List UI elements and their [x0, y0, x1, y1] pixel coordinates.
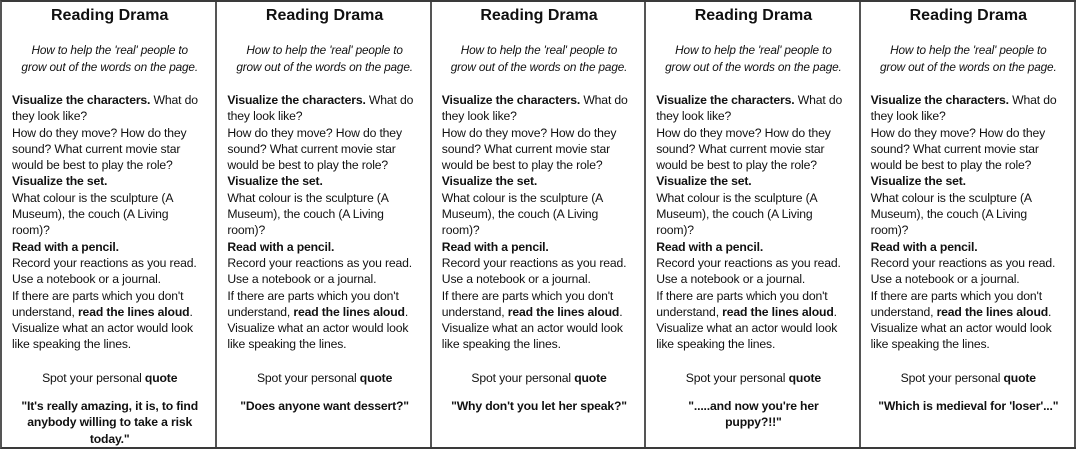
set-text: What colour is the sculpture (A Museum), the couch (A Living room)?	[656, 190, 817, 238]
characters-heading: Visualize the characters.	[227, 93, 366, 107]
aloud-text: If there are parts which you don't understand,	[12, 288, 184, 319]
card-subtitle	[12, 42, 207, 75]
set-heading: Visualize the set.	[656, 174, 752, 189]
card-body	[656, 92, 850, 353]
characters-text: What do they look like?	[12, 93, 198, 124]
pencil-text-1: Record your reactions as you read.	[227, 255, 412, 270]
characters-questions: How do they move? How do they sound? What current movie star would be best to play the role?	[870, 125, 1046, 173]
card-body	[442, 92, 636, 353]
aloud-bold: read the lines aloud	[77, 304, 190, 319]
pencil-text-1: Record your reactions as you read.	[870, 255, 1056, 270]
pencil-text-2: Use a notebook or a journal.	[227, 272, 377, 287]
actor-text: Visualize what an actor would look like speaking the lines.	[441, 321, 623, 352]
spot-text: Spot your personal	[256, 370, 360, 385]
characters-paragraph	[442, 92, 636, 125]
actor-text: Visualize what an actor would look like speaking the lines.	[227, 321, 409, 352]
spot-bold: quote	[788, 370, 822, 385]
spot-quote-line	[442, 370, 636, 386]
subtitle-line-1: How to help the 'real' people to	[675, 43, 832, 57]
pencil-heading: Read with a pencil.	[12, 239, 119, 254]
card-body	[12, 92, 207, 353]
spot-quote-line	[871, 370, 1066, 386]
spot-text: Spot your personal	[685, 370, 789, 385]
pencil-text-2: Use a notebook or a journal.	[441, 272, 591, 287]
characters-paragraph	[227, 92, 421, 125]
characters-text: What do they look like?	[656, 93, 843, 124]
characters-questions: How do they move? How do they sound? What current movie star would be best to play the role?	[227, 125, 402, 173]
subtitle-line-1: How to help the 'real' people to	[31, 43, 188, 57]
personal-quote: ".....and now you're her puppy?!!"	[688, 399, 819, 430]
aloud-paragraph	[442, 288, 636, 321]
pencil-text-1: Record your reactions as you read.	[441, 255, 627, 270]
pencil-heading: Read with a pencil.	[870, 239, 978, 254]
pencil-text-1: Record your reactions as you read.	[656, 255, 841, 270]
characters-heading: Visualize the characters.	[656, 93, 795, 107]
characters-paragraph	[871, 92, 1066, 125]
pencil-text-2: Use a notebook or a journal.	[12, 272, 161, 287]
set-text: What colour is the sculpture (A Museum), the couch (A Living room)?	[12, 190, 173, 238]
actor-text: Visualize what an actor would look like speaking the lines.	[656, 321, 838, 352]
bookmark-card-5	[861, 2, 1076, 447]
aloud-bold: read the lines aloud	[722, 304, 834, 319]
pencil-heading: Read with a pencil.	[441, 239, 549, 254]
spot-quote-line	[227, 370, 421, 386]
aloud-text: If there are parts which you don't understand,	[441, 288, 614, 319]
aloud-text: If there are parts which you don't understand,	[870, 288, 1042, 319]
characters-text: What do they look like?	[870, 93, 1057, 124]
characters-text: What do they look like?	[227, 93, 414, 124]
spot-quote-line	[656, 370, 850, 386]
aloud-paragraph	[871, 288, 1066, 321]
characters-text: What do they look like?	[441, 93, 628, 124]
aloud-end: .	[833, 304, 837, 319]
spot-bold: quote	[359, 370, 393, 385]
spot-text: Spot your personal	[42, 370, 145, 385]
pencil-text-2: Use a notebook or a journal.	[656, 272, 806, 287]
characters-questions: How do they move? How do they sound? What current movie star would be best to play the role?	[656, 125, 831, 173]
card-body	[871, 92, 1066, 353]
aloud-end: .	[619, 304, 623, 319]
subtitle-line-1: How to help the 'real' people to	[246, 43, 403, 57]
pencil-text-1: Record your reactions as you read.	[12, 255, 197, 270]
aloud-paragraph	[12, 288, 207, 321]
aloud-paragraph	[227, 288, 421, 321]
spot-bold: quote	[1003, 370, 1036, 385]
set-heading: Visualize the set.	[441, 174, 538, 189]
actor-text: Visualize what an actor would look like speaking the lines.	[870, 321, 1052, 352]
card-title: Reading Drama	[909, 7, 1027, 24]
aloud-end: .	[189, 304, 193, 319]
spot-bold: quote	[144, 370, 178, 385]
card-subtitle	[656, 42, 850, 75]
card-title: Reading Drama	[265, 7, 384, 24]
aloud-end: .	[404, 304, 409, 319]
set-heading: Visualize the set.	[12, 174, 108, 189]
aloud-text: If there are parts which you don't understand,	[656, 288, 828, 319]
set-heading: Visualize the set.	[227, 174, 323, 189]
card-subtitle	[227, 42, 421, 75]
subtitle-line-2: grow out of the words on the page.	[880, 59, 1057, 74]
pencil-heading: Read with a pencil.	[227, 239, 335, 254]
characters-heading: Visualize the characters.	[441, 93, 581, 107]
characters-heading: Visualize the characters.	[870, 93, 1009, 107]
set-text: What colour is the sculpture (A Museum), the couch (A Living room)?	[441, 190, 603, 238]
personal-quote: "It's really amazing, it is, to find anybody willing to take a risk today."	[21, 399, 199, 446]
personal-quote: "Which is medieval for 'loser'..."	[878, 399, 1059, 414]
bookmark-card-4	[646, 2, 860, 447]
characters-questions: How do they move? How do they sound? What current movie star would be best to play the role?	[12, 125, 187, 173]
personal-quote: "Why don't you let her speak?"	[451, 399, 627, 414]
bookmark-card-2	[217, 2, 431, 447]
subtitle-line-2: grow out of the words on the page.	[450, 59, 628, 74]
aloud-bold: read the lines aloud	[936, 304, 1049, 319]
subtitle-line-2: grow out of the words on the page.	[236, 59, 413, 74]
subtitle-line-2: grow out of the words on the page.	[21, 59, 198, 74]
aloud-bold: read the lines aloud	[507, 304, 620, 319]
spot-text: Spot your personal	[471, 370, 575, 385]
pencil-heading: Read with a pencil.	[656, 239, 764, 254]
aloud-paragraph	[656, 288, 850, 321]
bookmark-card-1	[2, 2, 217, 447]
card-title: Reading Drama	[480, 7, 598, 24]
set-text: What colour is the sculpture (A Museum), the couch (A Living room)?	[227, 190, 389, 238]
pencil-text-2: Use a notebook or a journal.	[870, 272, 1020, 287]
card-title: Reading Drama	[51, 7, 169, 24]
subtitle-line-1: How to help the 'real' people to	[460, 43, 618, 57]
card-subtitle	[442, 42, 636, 75]
subtitle-line-1: How to help the 'real' people to	[890, 43, 1047, 57]
set-heading: Visualize the set.	[870, 174, 966, 189]
aloud-text: If there are parts which you don't understand,	[227, 288, 399, 319]
characters-questions: How do they move? How do they sound? What current movie star would be best to play the role?	[441, 125, 617, 173]
set-text: What colour is the sculpture (A Museum), the couch (A Living room)?	[870, 190, 1032, 238]
spot-quote-line	[12, 370, 207, 386]
card-body	[227, 92, 421, 353]
aloud-bold: read the lines aloud	[293, 304, 405, 319]
personal-quote: "Does anyone want dessert?"	[240, 399, 409, 414]
actor-text: Visualize what an actor would look like speaking the lines.	[12, 321, 193, 352]
subtitle-line-2: grow out of the words on the page.	[665, 59, 842, 74]
characters-paragraph	[656, 92, 850, 125]
characters-paragraph	[12, 92, 207, 125]
characters-heading: Visualize the characters.	[12, 93, 151, 107]
card-title: Reading Drama	[694, 7, 813, 24]
card-subtitle	[871, 42, 1066, 75]
bookmark-card-3	[432, 2, 646, 447]
aloud-end: .	[1048, 304, 1052, 319]
spot-bold: quote	[574, 370, 607, 385]
spot-text: Spot your personal	[900, 370, 1004, 385]
